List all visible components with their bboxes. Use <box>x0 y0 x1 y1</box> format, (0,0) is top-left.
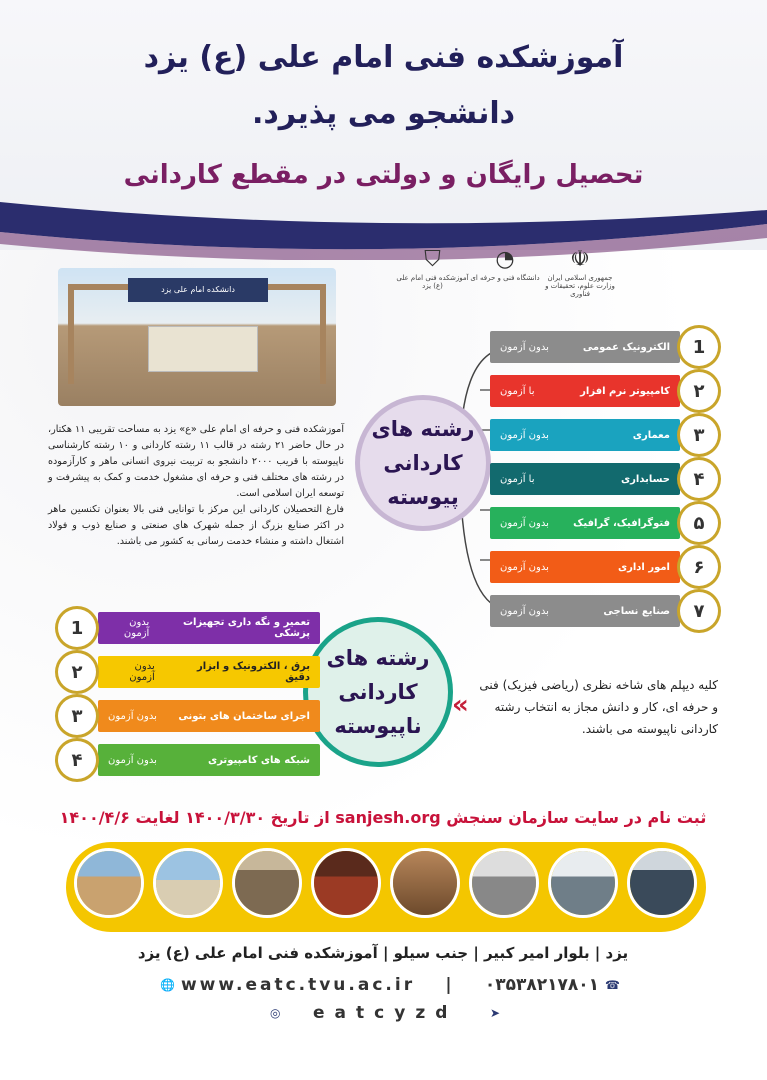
campus-photo <box>469 848 539 918</box>
address: یزد | بلوار امیر کبیر | جنب سیلو | آموزشکده فنی امام علی (ع) یزد <box>137 944 629 962</box>
telegram-icon[interactable]: ➤ <box>489 1006 500 1020</box>
continuous-title-line: کاردانی <box>383 451 463 475</box>
continuous-program-name: حسابداری <box>620 473 670 485</box>
continuous-program-exam: بدون آزمون <box>500 341 549 353</box>
campus-photo <box>390 848 460 918</box>
continuous-program-bar <box>490 551 680 583</box>
continuous-program-name: الکترونیک عمومی <box>582 341 670 353</box>
continuous-program-exam: بدون آزمون <box>500 561 549 573</box>
continuous-program-number: ۷ <box>680 592 718 630</box>
continuous-program-name: فتوگرافیک، گرافیک <box>573 517 670 529</box>
phone-number[interactable]: ۰۳۵۳۸۲۱۷۸۰۱ <box>484 975 600 995</box>
continuous-program-number: ۶ <box>680 548 718 586</box>
discontinuous-program-name: تعمیر و نگه داری تجهیزات پزشکی <box>182 617 310 639</box>
social-handle[interactable]: eatcyzd <box>313 1003 458 1023</box>
website-row <box>160 975 415 995</box>
eligibility-note: کلیه دیپلم های شاخه نظری (ریاضی فیزیک) فنی و حرفه ای، کار و دانش مجاز به انتخاب رشته کاردانی ناپیوسته می باشند. <box>479 678 718 736</box>
instagram-icon[interactable]: ◎ <box>270 1006 281 1020</box>
discontinuous-title-line: کاردانی <box>338 680 418 704</box>
discontinuous-program-number: ۴ <box>58 741 96 779</box>
continuous-title-line: پیوسته <box>387 485 459 509</box>
college-logo <box>395 248 470 290</box>
campus-photo <box>153 848 223 918</box>
continuous-program-bar <box>490 331 680 363</box>
discontinuous-program-name: شبکه های کامپیوتری <box>208 754 310 766</box>
social-row <box>270 1002 500 1024</box>
campus-photo <box>311 848 381 918</box>
tvu-logo <box>470 248 540 282</box>
continuous-program-number: ۵ <box>680 504 718 542</box>
registration-notice: ثبت نام در سایت سازمان سنجش sanjesh.org از تاریخ ۱۴۰۰/۳/۳۰ لغایت ۱۴۰۰/۴/۶ <box>59 808 707 827</box>
continuous-program-name: کامپیوتر نرم افزار <box>580 385 670 397</box>
campus-photo <box>627 848 697 918</box>
discontinuous-program-number: ۲ <box>58 653 96 691</box>
continuous-program-name: امور اداری <box>617 561 670 573</box>
header-wave <box>0 180 767 260</box>
continuous-program-number: ۲ <box>680 372 718 410</box>
discontinuous-program-bar <box>98 612 320 644</box>
discontinuous-title <box>308 622 448 762</box>
campus-photo <box>548 848 618 918</box>
continuous-program-number: ۴ <box>680 460 718 498</box>
discontinuous-program-number: ۳ <box>58 697 96 735</box>
discontinuous-program-exam: بدون آزمون <box>129 661 155 683</box>
header-title: آموزشکده فنی امام علی (ع) یزد <box>143 40 624 75</box>
ministry-logo <box>540 248 620 298</box>
continuous-program-exam: با آزمون <box>500 473 535 485</box>
discontinuous-program-name: برق ، الکترونیک و ابزار دقیق <box>196 661 310 683</box>
tvu-logo-label: دانشگاه فنی و حرفه ای <box>470 274 540 282</box>
discontinuous-program-exam: بدون آزمون <box>123 617 150 639</box>
phone-icon: ☎ <box>605 978 620 992</box>
ministry-emblem-icon: ☫ <box>570 247 590 272</box>
description-paragraph: فارغ التحصیلان کاردانی این مرکز با توانایی فنی بالا بعنوان تکنسین ماهر در اکثر صنایع بزرگ از جمله شهرک های صنعتی و صنایع ذوب و فولاد اشتغال داشته و منشاء خدمت رسانی به کشور می باشند. <box>48 504 344 547</box>
gate-sign: دانشکده امام علی یزد <box>128 278 268 302</box>
continuous-program-exam: بدون آزمون <box>500 517 549 529</box>
contact-row <box>160 974 620 996</box>
college-description <box>48 422 344 550</box>
continuous-title <box>360 400 486 526</box>
continuous-program-number: ۳ <box>680 416 718 454</box>
tvu-logo-icon: ◔ <box>495 247 515 272</box>
arrow-icon: « <box>452 690 469 720</box>
contact-separator: | <box>445 975 455 995</box>
continuous-title-line: رشته های <box>371 417 475 441</box>
discontinuous-title-line: ناپیوسته <box>334 714 422 738</box>
continuous-program-exam: بدون آزمون <box>500 429 549 441</box>
discontinuous-program-bar <box>98 656 320 688</box>
continuous-program-exam: بدون آزمون <box>500 605 549 617</box>
discontinuous-program-bar <box>98 744 320 776</box>
college-logo-label: آموزشکده فنی امام علی (ع) یزد <box>396 274 469 290</box>
campus-gate-photo <box>58 268 336 406</box>
discontinuous-program-name: اجرای ساختمان های بتونی <box>178 710 310 722</box>
phone-row <box>485 975 620 995</box>
website-link[interactable]: www.eatc.tvu.ac.ir <box>180 975 416 995</box>
discontinuous-program-number: 1 <box>58 609 96 647</box>
discontinuous-title-line: رشته های <box>326 646 430 670</box>
campus-photo <box>232 848 302 918</box>
header-tagline: تحصیل رایگان و دولتی در مقطع کاردانی <box>123 160 644 190</box>
header-subtitle: دانشجو می پذیرد. <box>251 96 516 131</box>
college-logo-icon: ⛉ <box>424 247 441 272</box>
campus-photo-strip <box>66 842 706 932</box>
continuous-program-bar <box>490 375 680 407</box>
continuous-program-number: 1 <box>680 328 718 366</box>
continuous-program-bar <box>490 595 680 627</box>
continuous-program-bar <box>490 419 680 451</box>
campus-photo <box>74 848 144 918</box>
discontinuous-program-exam: بدون آزمون <box>108 754 157 766</box>
continuous-program-exam: با آزمون <box>500 385 535 397</box>
ministry-logo-label: جمهوری اسلامی ایران وزارت علوم، تحقیقات و فناوری <box>545 274 615 298</box>
continuous-program-name: معماری <box>632 429 670 441</box>
continuous-program-bar <box>490 463 680 495</box>
discontinuous-program-exam: بدون آزمون <box>108 710 157 722</box>
continuous-program-bar <box>490 507 680 539</box>
description-paragraph: آموزشکده فنی و حرفه ای امام علی «ع» یزد به مساحت تقریبی ۱۱ هکتار، در حال حاضر ۲۱ رشته در قالب ۱۱ رشته کاردانی و ۱۰ رشته کارشناسی ناپیوسته با قریب ۲۰۰۰ دانشجو به تربیت نیروی انسانی ماهر و کارآزموده در رشته های مختلف فنی و حرفه ای مشغول خدمت و کمک به پیشرفت و توسعه ایران اسلامی است. <box>48 424 345 499</box>
globe-icon: 🌐 <box>160 978 175 992</box>
continuous-program-name: صنایع نساجی <box>603 605 670 617</box>
discontinuous-program-bar <box>98 700 320 732</box>
